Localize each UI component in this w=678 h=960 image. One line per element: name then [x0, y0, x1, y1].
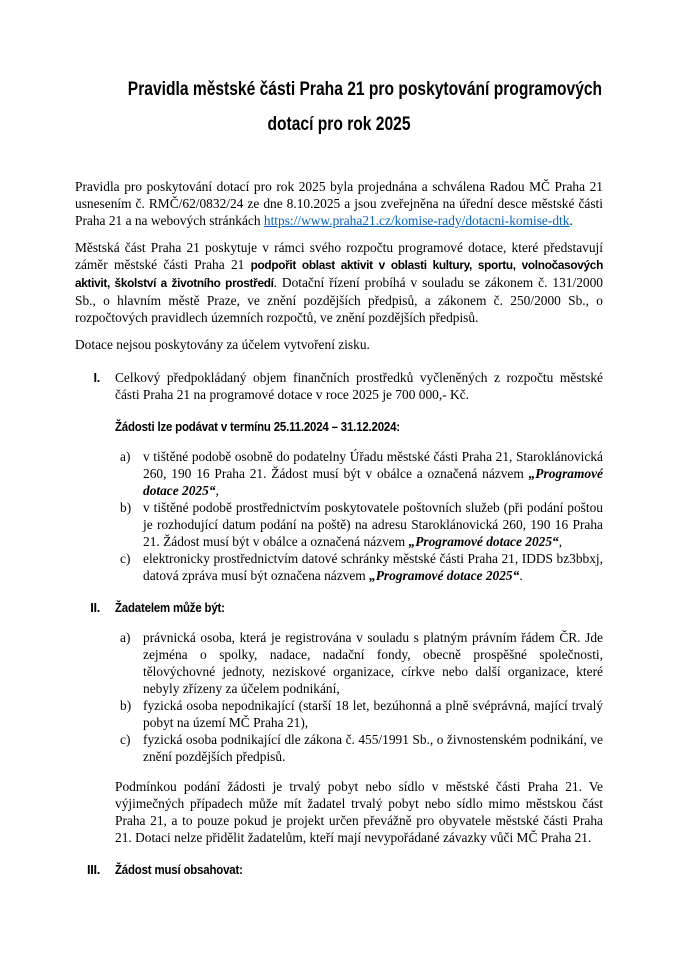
grant-name-emphasis: „Programové dotace 2025“: [143, 466, 603, 498]
list-item-marker: c): [120, 551, 131, 566]
list-item-legal-entity: [115, 629, 603, 697]
purpose-paragraph-bold: podpořit oblast aktivit v oblasti kultury, sportu, volnočasových aktivit, školství a životního prostředí: [75, 258, 603, 290]
list-item-marker: c): [120, 732, 131, 747]
section-2: [75, 599, 603, 616]
document-title-line2: dotací pro rok 2025: [267, 113, 411, 135]
list-item-text: v tištěné podobě prostřednictvím poskytovatele poštovních služeb (při podání poštou je rozhodující datum podání na poště) na adresu Staroklánovická 260, 190 16 Praha 21. Žádost musí být v obálce a označená názvem „Programové dotace 2025“,: [143, 500, 603, 549]
list-item-marker: b): [120, 500, 132, 515]
document-title-line1: Pravidla městské části Praha 21 pro poskytování programových: [127, 78, 603, 100]
section-1-body: Celkový předpokládaný objem finančních prostředků vyčleněných z rozpočtu městské části Praha 21 na programové dotace v roce 2025 je 700 000,- Kč.: [115, 370, 603, 402]
list-item-text: fyzická osoba nepodnikající (starší 18 let, bezúhonná a plně svéprávná, mající trvalý pobyt na území MČ Praha 21),: [143, 698, 603, 730]
dotacni-komise-link[interactable]: https://www.praha21.cz/komise-rady/dotacni-komise-dtk: [263, 213, 570, 228]
list-item-marker: b): [120, 698, 132, 713]
document-title: [75, 72, 603, 142]
purpose-paragraph-pre: Městská část Praha 21 poskytuje v rámci svého rozpočtu programové dotace, které představují záměr městské části Praha 21: [75, 240, 603, 272]
section-1: [75, 369, 603, 403]
submission-methods-list: [115, 448, 603, 584]
no-profit-paragraph: Dotace nejsou poskytovány za účelem vytvoření zisku.: [75, 337, 370, 352]
list-item-text: právnická osoba, která je registrována v souladu s platným právním řádem ČR. Jde zejména o spolky, nadace, nadační fondy, obecně prospěšné společnosti, tělovýchovné jednoty, neziskové organizace, církve nebo další organizace, které nebyly zřízeny za účelem podnikání,: [143, 630, 603, 696]
section-1-numeral: I.: [93, 370, 100, 385]
list-item-print-postal: [115, 499, 603, 550]
list-item-electronic-databox: [115, 550, 603, 584]
intro-paragraph-approval: [75, 178, 603, 229]
list-item-print-personal: [115, 448, 603, 499]
submission-deadline-heading: Žádosti lze podávat v termínu 25.11.2024 – 31.12.2024:: [115, 419, 400, 434]
purpose-paragraph: [75, 239, 603, 326]
list-item-text: fyzická osoba podnikající dle zákona č. 455/1991 Sb., o živnostenském podnikání, ve znění pozdějších předpisů.: [143, 732, 603, 764]
section-2-numeral: II.: [90, 600, 100, 615]
grant-name-emphasis: „Programové dotace 2025“: [369, 568, 520, 583]
list-item-text: elektronicky prostřednictvím datové schránky městské části Praha 21, IDDS bz3bbxj, datová zpráva musí být označena názvem „Programové dotace 2025“.: [143, 551, 603, 583]
purpose-paragraph-post: . Dotační řízení probíhá v souladu se zákonem č. 131/2000 Sb., o hlavním městě Praze, ve znění pozdějších předpisů, a zákonem č. 250/2000 Sb., o rozpočtových pravidlech územních rozpočtů, ve znění pozdějších předpisů.: [75, 275, 604, 325]
intro-paragraph-text: Pravidla pro poskytování dotací pro rok 2025 byla projednána a schválena Radou MČ Praha 21 usnesením č. RMČ/62/0832/24 ze dne 8.10.2025 a jsou zveřejněna na úřední desce městské části Praha 21 a na webových stránkách: [75, 179, 603, 228]
section-3-heading: Žádost musí obsahovat:: [115, 862, 243, 877]
grant-name-emphasis: „Programové dotace 2025“: [408, 534, 559, 549]
section-3: [75, 861, 603, 878]
list-item-marker: a): [120, 449, 131, 464]
list-item-marker: a): [120, 630, 131, 645]
residency-condition-paragraph: Podmínkou podání žádosti je trvalý pobyt nebo sídlo v městské části Praha 21. Ve výjimečných případech může mít žadatel trvalý pobyt nebo sídlo mimo městskou část Praha 21, a to pouze pokud je projekt určen převážně pro obyvatele městské části Praha 21. Dotaci nelze přidělit žadatelům, kteří mají nevypořádané závazky vůči MČ Praha 21.: [115, 779, 603, 845]
section-3-numeral: III.: [86, 862, 100, 877]
applicant-types-list: [115, 629, 603, 765]
section-2-heading: Žadatelem může být:: [115, 600, 225, 615]
list-item-natural-person: [115, 697, 603, 731]
intro-paragraph-period: .: [569, 213, 573, 228]
list-item-text: v tištěné podobě osobně do podatelny Úřadu městské části Praha 21, Staroklánovická 260, 190 16 Praha 21. Žádost musí být v obálce a označená názvem „Programové dotace 2025“,: [143, 449, 603, 498]
list-item-entrepreneur: [115, 731, 603, 765]
